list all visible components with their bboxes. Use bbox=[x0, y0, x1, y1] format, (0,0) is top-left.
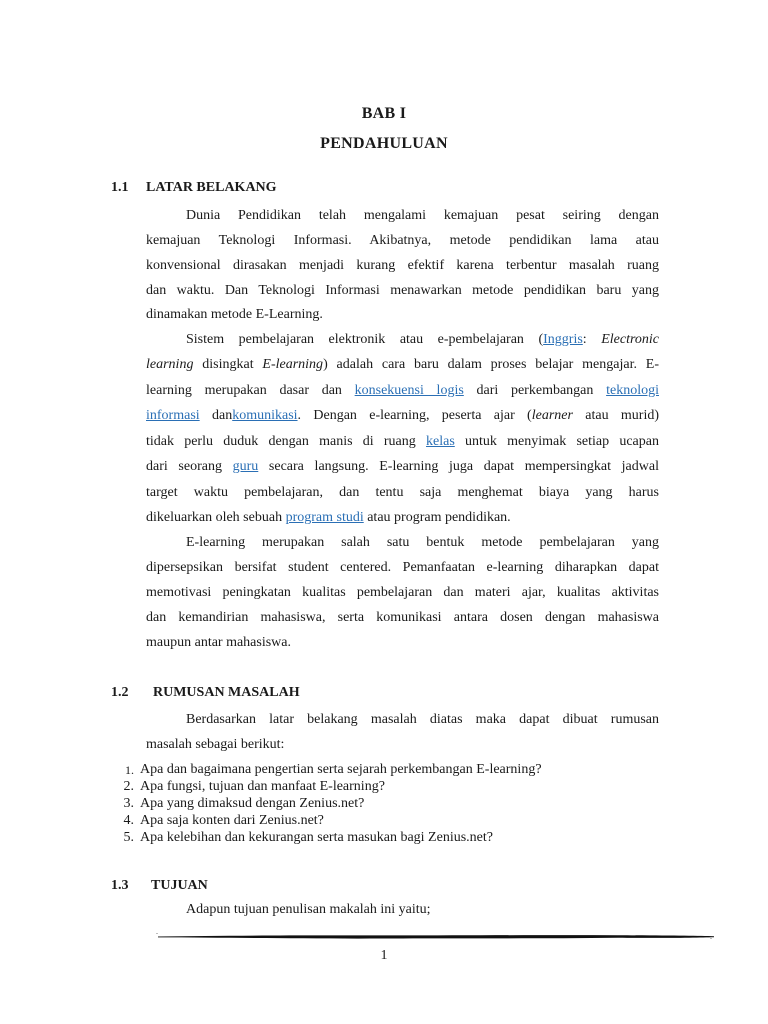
paragraph-line: konvensional dirasakan menjadi kurang efektif karena terbentur masalah ruang bbox=[146, 258, 659, 273]
paragraph-line: dipersepsikan bersifat student centered. Pemanfaatan e-learning diharapkan dapat bbox=[146, 560, 659, 575]
paragraph-line: dari seorang guru secara langsung. E-learning juga dapat mempersingkat jadwal bbox=[146, 459, 659, 474]
paragraph-line: dinamakan metode E-Learning. bbox=[146, 307, 323, 322]
list-marker: 1. bbox=[125, 763, 134, 777]
link-komunikasi[interactable]: komunikasi bbox=[232, 408, 298, 423]
link-informasi[interactable]: informasi bbox=[146, 408, 200, 423]
link-program-studi[interactable]: program studi bbox=[285, 510, 364, 525]
section-number: 1.3 bbox=[111, 878, 129, 893]
paragraph-line: masalah sebagai berikut: bbox=[146, 737, 285, 752]
section-heading-1-1 bbox=[111, 180, 277, 196]
section-heading-1-2 bbox=[111, 685, 300, 701]
section-number: 1.2 bbox=[111, 685, 129, 700]
paragraph-line: dikeluarkan oleh sebuah program studi atau program pendidikan. bbox=[146, 510, 511, 525]
list-text: Apa fungsi, tujuan dan manfaat E-learning? bbox=[140, 779, 385, 794]
link-kelas[interactable]: kelas bbox=[426, 434, 455, 449]
chapter-title: PENDAHULUAN bbox=[320, 135, 448, 152]
paragraph-line: Adapun tujuan penulisan makalah ini yaitu; bbox=[186, 902, 431, 917]
section-title: LATAR BELAKANG bbox=[146, 180, 277, 195]
paragraph-line: memotivasi peningkatan kualitas pembelajaran dan materi ajar, kualitas aktivitas bbox=[146, 585, 659, 600]
section-title: TUJUAN bbox=[151, 878, 208, 893]
paragraph-line: maupun antar mahasiswa. bbox=[146, 635, 292, 650]
section-number: 1.1 bbox=[111, 180, 129, 195]
list-text: Apa yang dimaksud dengan Zenius.net? bbox=[140, 796, 365, 811]
paragraph-line: E-learning merupakan salah satu bentuk metode pembelajaran yang bbox=[186, 535, 659, 550]
paragraph-line: Sistem pembelajaran elektronik atau e-pembelajaran (Inggris: Electronic bbox=[186, 332, 659, 347]
decorative-mark: . bbox=[156, 927, 158, 936]
paragraph-line: target waktu pembelajaran, dan tentu saja menghemat biaya yang harus bbox=[146, 485, 659, 500]
link-teknologi[interactable]: teknologi bbox=[606, 383, 659, 398]
list-marker: 5. bbox=[123, 830, 134, 845]
paragraph-line: tidak perlu duduk dengan manis di ruang kelas untuk menyimak setiap ucapan bbox=[146, 434, 659, 449]
paragraph-line: dan kemandirian mahasiswa, serta komunikasi antara dosen dengan mahasiswa bbox=[146, 610, 659, 625]
paragraph-line: kemajuan Teknologi Informasi. Akibatnya, metode pendidikan lama atau bbox=[146, 233, 659, 248]
chapter-label: BAB I bbox=[361, 105, 407, 122]
link-guru[interactable]: guru bbox=[232, 459, 259, 474]
list-marker: 4. bbox=[123, 813, 134, 828]
page-number: 1 bbox=[380, 948, 388, 963]
paragraph-line: learning merupakan dasar dan konsekuensi logis dari perkembangan teknologi bbox=[146, 383, 659, 398]
list-text: Apa kelebihan dan kekurangan serta masukan bagi Zenius.net? bbox=[140, 830, 493, 845]
list-text: Apa saja konten dari Zenius.net? bbox=[140, 813, 324, 828]
paragraph-line: Dunia Pendidikan telah mengalami kemajuan pesat seiring dengan bbox=[186, 208, 659, 223]
link-konsekuensi-logis[interactable]: konsekuensi logis bbox=[354, 383, 464, 398]
paragraph-line: learning disingkat E-learning) adalah cara baru dalam proses belajar mengajar. E- bbox=[146, 357, 659, 372]
decorative-mark: . bbox=[710, 932, 712, 941]
list-text: Apa dan bagaimana pengertian serta sejarah perkembangan E-learning? bbox=[140, 762, 542, 777]
list-marker: 3. bbox=[123, 796, 134, 811]
link-inggris[interactable]: Inggris bbox=[543, 332, 583, 347]
paragraph-line: informasi dankomunikasi. Dengan e-learning, peserta ajar (learner atau murid) bbox=[146, 408, 659, 423]
paragraph-line: Berdasarkan latar belakang masalah diatas maka dapat dibuat rumusan bbox=[186, 712, 659, 727]
section-title: RUMUSAN MASALAH bbox=[153, 685, 300, 700]
section-heading-1-3 bbox=[111, 878, 208, 894]
paragraph-line: dan waktu. Dan Teknologi Informasi menawarkan metode pendidikan baru yang bbox=[146, 283, 659, 298]
list-marker: 2. bbox=[123, 779, 134, 794]
footer-divider bbox=[158, 932, 714, 940]
